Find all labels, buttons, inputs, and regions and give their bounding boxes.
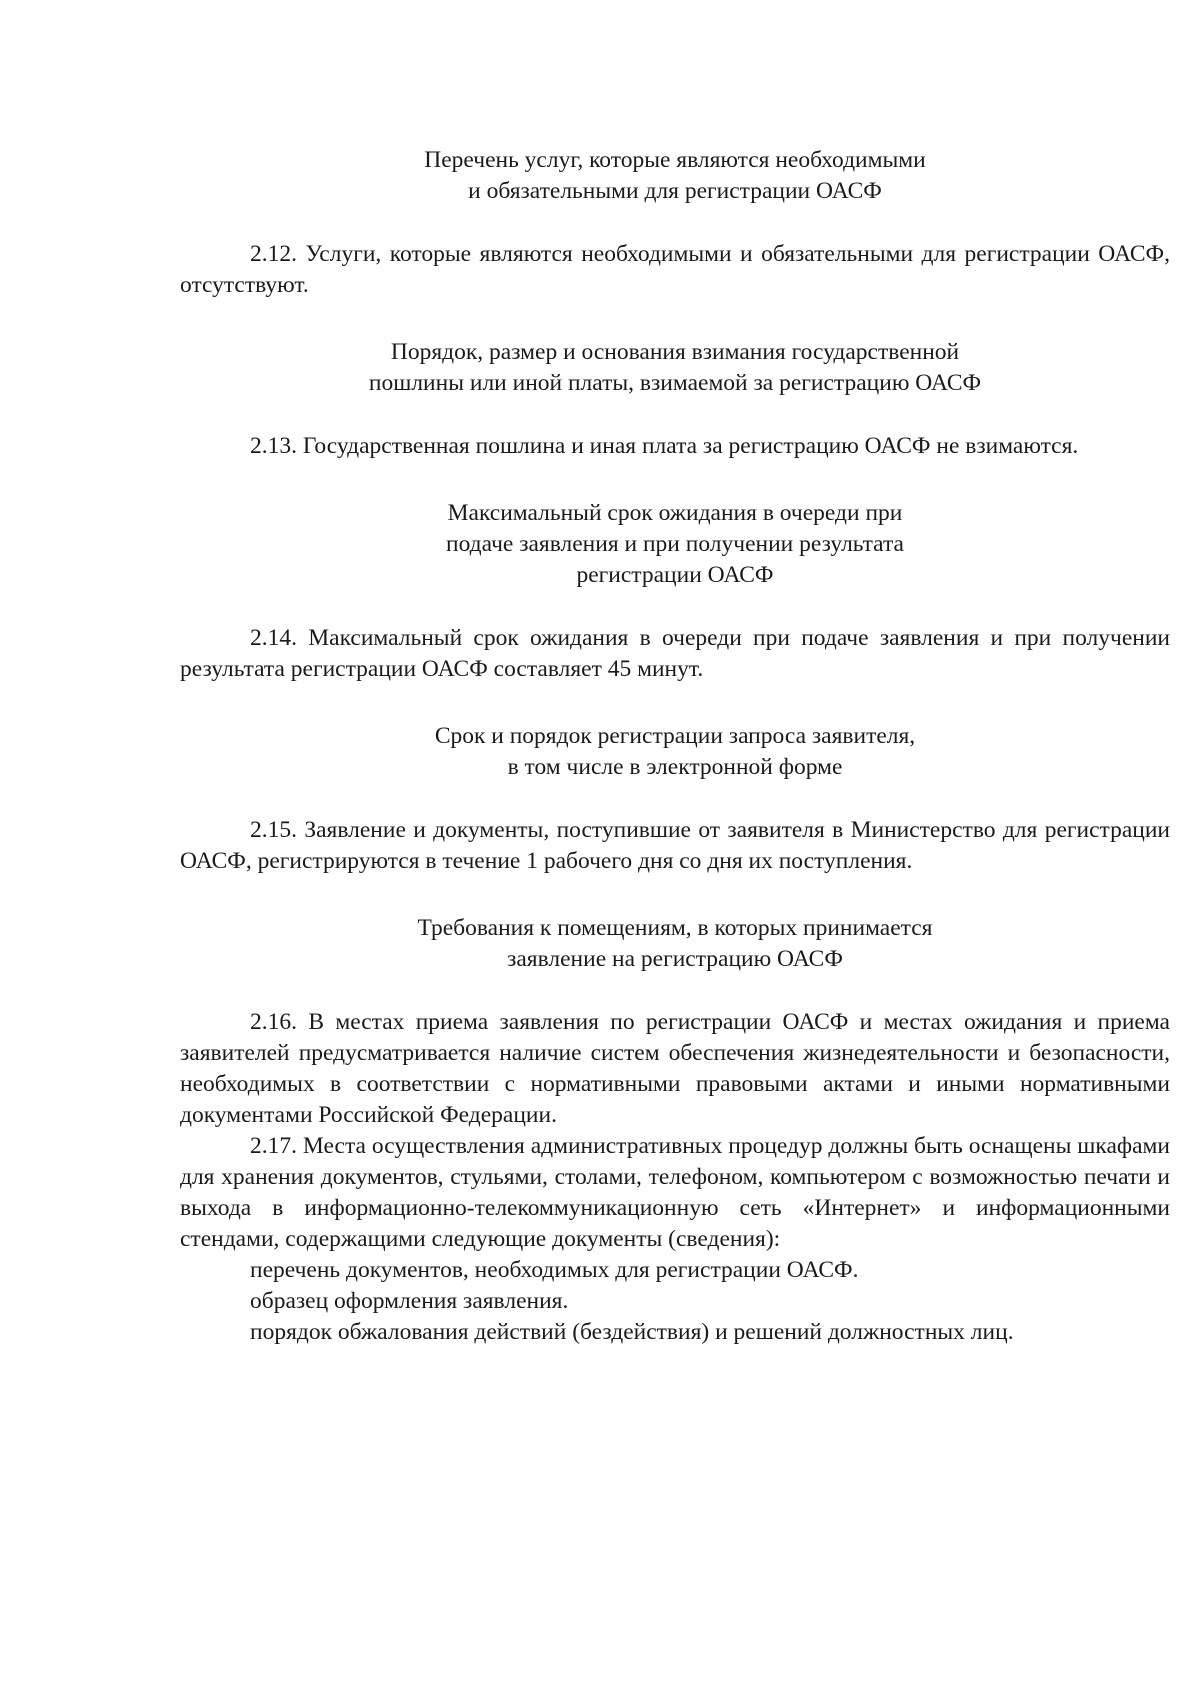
heading-line: заявление на регистрацию ОАСФ xyxy=(507,946,843,972)
section-services xyxy=(180,145,1170,301)
heading-line: Порядок, размер и основания взимания государственной xyxy=(390,339,960,365)
section-heading xyxy=(180,337,1170,399)
document-body xyxy=(180,145,1170,1348)
heading-line: в том числе в электронной форме xyxy=(507,754,843,780)
heading-line: Перечень услуг, которые являются необходимыми xyxy=(424,147,926,173)
paragraph-2-12: 2.12. Услуги, которые являются необходимыми и обязательными для регистрации ОАСФ, отсутствуют. xyxy=(180,241,1170,298)
stand-documents-list xyxy=(180,1255,1170,1348)
section-queue xyxy=(180,498,1170,685)
paragraph-2-13: 2.13. Государственная пошлина и иная плата за регистрацию ОАСФ не взимаются. xyxy=(250,433,1079,459)
paragraph-2-15: 2.15. Заявление и документы, поступившие от заявителя в Министерство для регистрации ОАСФ, регистрируются в течение 1 рабочего дня со дня их поступления. xyxy=(180,817,1170,874)
list-item: перечень документов, необходимых для регистрации ОАСФ. xyxy=(250,1257,859,1283)
section-premises xyxy=(180,913,1170,1348)
list-item: порядок обжалования действий (бездействия) и решений должностных лиц. xyxy=(250,1319,1014,1345)
heading-line: регистрации ОАСФ xyxy=(576,562,774,588)
section-heading xyxy=(180,721,1170,783)
paragraph-2-14: 2.14. Максимальный срок ожидания в очереди при подаче заявления и при получении результата регистрации ОАСФ составляет 45 минут. xyxy=(180,625,1170,682)
heading-line: Максимальный срок ожидания в очереди при xyxy=(447,500,903,526)
heading-line: пошлины или иной платы, взимаемой за регистрацию ОАСФ xyxy=(368,370,982,396)
heading-line: и обязательными для регистрации ОАСФ xyxy=(468,178,882,204)
paragraph-2-16: 2.16. В местах приема заявления по регистрации ОАСФ и местах ожидания и приема заявителей предусматривается наличие систем обеспечения жизнедеятельности и безопасности, необходимых в соответствии с нормативными правовыми актами и иными нормативными документами Российской Федерации. xyxy=(180,1009,1170,1128)
heading-line: Требования к помещениям, в которых принимается xyxy=(417,915,933,941)
section-fee xyxy=(180,337,1170,462)
paragraph-2-17: 2.17. Места осуществления административных процедур должны быть оснащены шкафами для хранения документов, стульями, столами, телефоном, компьютером с возможностью печати и выхода в информационно-телекоммуникационную сеть «Интернет» и информационными стендами, содержащими следующие документы (сведения): xyxy=(180,1133,1170,1252)
section-heading xyxy=(180,498,1170,591)
section-request-registration xyxy=(180,721,1170,877)
section-heading xyxy=(180,145,1170,207)
heading-line: Срок и порядок регистрации запроса заявителя, xyxy=(434,723,916,749)
list-item: образец оформления заявления. xyxy=(250,1288,569,1314)
section-heading xyxy=(180,913,1170,975)
heading-line: подаче заявления и при получении результата xyxy=(446,531,904,557)
